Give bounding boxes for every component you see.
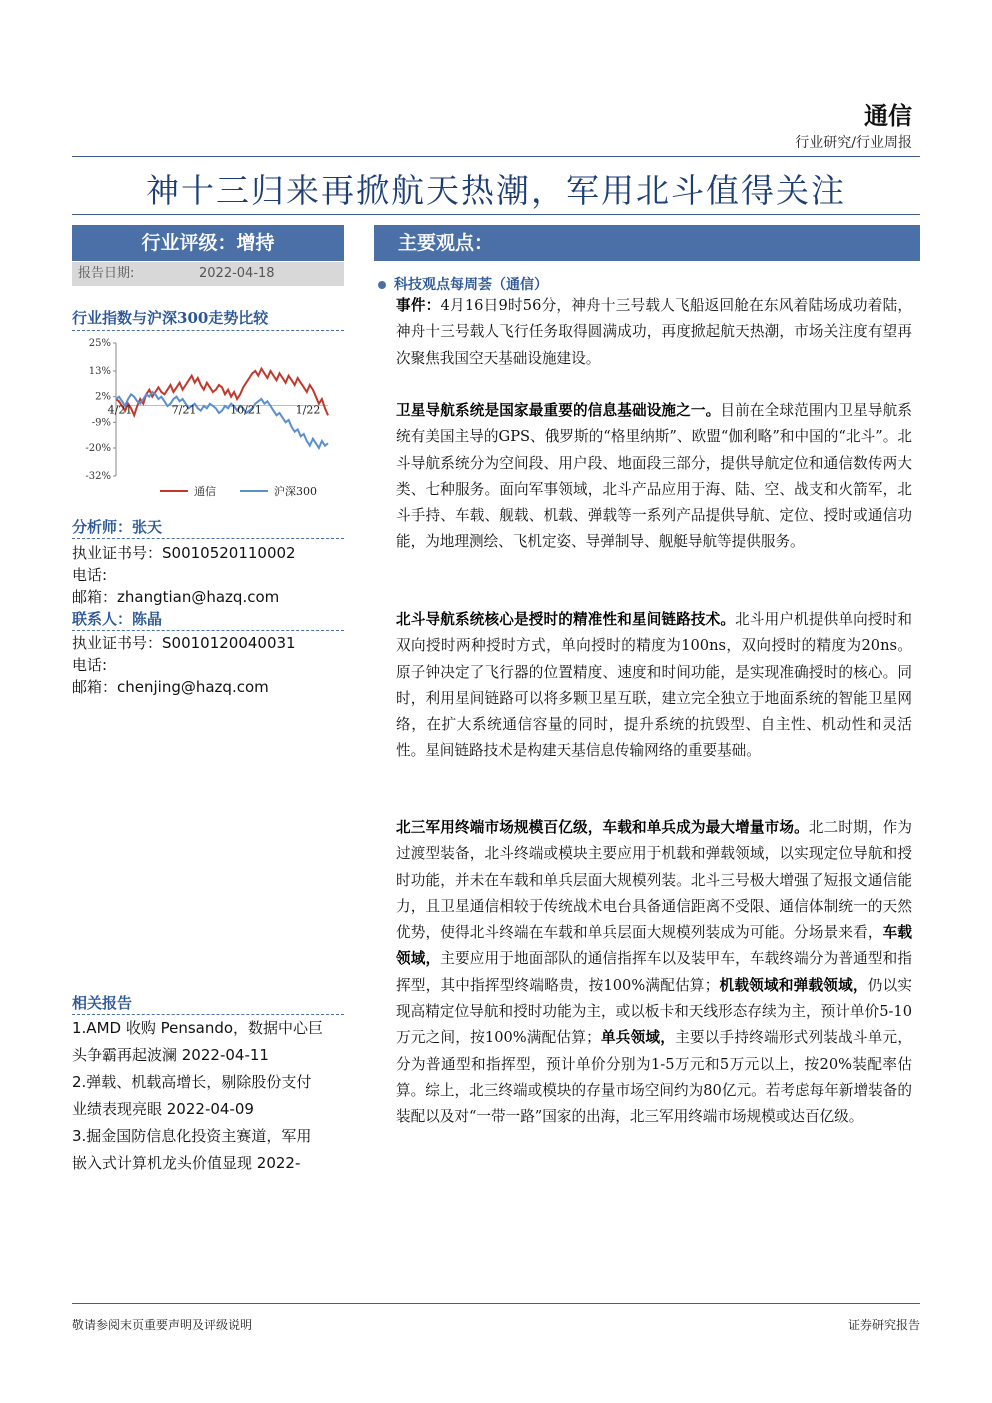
paragraph-timing-lead: 北斗导航系统核心是授时的精准性和星间链路技术。 <box>396 611 736 628</box>
related-report-line[interactable]: 头争霸再起波澜 2022-04-11 <box>72 1046 269 1064</box>
contact-cert: 执业证书号：S0010120040031 <box>72 634 296 652</box>
related-report-line[interactable]: 3.掘金国防信息化投资主赛道，军用 <box>72 1127 312 1145</box>
paragraph-navigation <box>396 398 912 556</box>
x-tick-label: 10/21 <box>230 403 262 417</box>
analyst-cert: 执业证书号：S0010520110002 <box>72 544 296 562</box>
paragraph-market-vehicle-text: 主要应用于地面部队的通信指挥车以及装甲车，车载终端分为普通型和指挥型，其中指挥型终端略贵，按100%满配估算； <box>396 950 912 994</box>
paragraph-market-lead: 北三军用终端市场规模百亿级，车载和单兵成为最大增量市场。 <box>396 819 809 836</box>
analyst-phone: 电话: <box>72 566 108 584</box>
industry-title: 通信 <box>864 101 912 130</box>
header-divider <box>72 156 920 157</box>
paragraph-market-airborne-text: 仍以实现高精定位导航和授时功能为主，或以板卡和天线形态存续为主，预计单价5-10万元之间，按100%满配估算； <box>396 976 912 1047</box>
index-comparison-chart <box>72 334 344 504</box>
rating-banner: 行业评级：增持 <box>72 225 344 261</box>
paragraph-navigation-text: 目前在全球范围内卫星导航系统有美国主导的GPS、俄罗斯的“格里纳斯”、欧盟“伽利略”和中国的“北斗”。北斗导航系统分为空间段、用户段、地面段三部分，提供导航定位和通信数传两大类、七种服务。面向军事领域，北斗产品应用于海、陆、空、战支和火箭军，北斗手持、车载、舰载、机载、弹载等一系列产品提供导航、定位、授时或通信功能，为地理测绘、飞机定姿、导弹制导、舰艇导航等提供服务。 <box>396 402 912 551</box>
title-divider <box>72 214 920 215</box>
contact-email: 邮箱：chenjing@hazq.com <box>72 678 269 696</box>
contact-divider <box>72 630 344 631</box>
y-tick-label: 2% <box>95 391 111 403</box>
chart-title: 行业指数与沪深300走势比较 <box>72 309 269 327</box>
legend-label: 沪深300 <box>274 485 317 498</box>
paragraph-timing-text: 北斗用户机提供单向授时和双向授时两种授时方式，单向授时的精度为100ns，双向授时的精度为20ns。原子钟决定了飞行器的位置精度、速度和时间功能，是实现准确授时的核心。同时，利用星间链路可以将多颗卫星互联，建立完全独立于地面系统的智能卫星网络，在扩大系统通信容量的同时，提升系统的抗毁型、自主性、机动性和灵活性。星间链路技术是构建天基信息传输网络的重要基础。 <box>396 611 912 760</box>
paragraph-timing <box>396 607 912 765</box>
related-report-line[interactable]: 2.弹载、机载高增长，剔除股份支付 <box>72 1073 312 1091</box>
related-report-line[interactable]: 1.AMD 收购 Pensando，数据中心巨 <box>72 1019 324 1037</box>
bullet-dot-icon <box>378 281 386 289</box>
x-tick-label: 4/21 <box>107 403 133 417</box>
related-report-line[interactable]: 业绩表现亮眼 2022-04-09 <box>72 1100 254 1118</box>
paragraph-market-soldier-text: 主要以手持终端形式列装战斗单元，分为普通型和指挥型，预计单价分别为1-5万元和5万元以上，按20%装配率估算。综上，北三终端或模块的存量市场空间约为80亿元。若考虑每年新增装备的装配以及对“一带一路”国家的出海，北三军用终端市场规模或达百亿级。 <box>396 1029 912 1126</box>
report-date-value: 2022-04-18 <box>199 266 275 281</box>
legend-label: 通信 <box>194 485 216 498</box>
y-tick-label: -20% <box>85 443 111 454</box>
contact-phone: 电话: <box>72 656 108 674</box>
paragraph-market-soldier: 单兵领域， <box>600 1029 676 1047</box>
paragraph-market-text: 北二时期，作为过渡型装备，北斗终端或模块主要应用于机载和弹载领域，以实现定位导航和授时功能，并未在车载和单兵层面大规模列装。北斗三号极大增强了短报文通信能力，且卫星通信相较于传统战术电台具备通信距离不受限、通信体制统一的天然优势，使得北斗终端在车载和单兵层面大规模列装成为可能。分场景来看， <box>396 819 912 942</box>
chart-title-divider <box>72 330 344 331</box>
x-tick-label: 7/21 <box>171 403 197 417</box>
y-tick-label: 13% <box>88 366 111 377</box>
paragraph-navigation-lead: 卫星导航系统是国家最重要的信息基础设施之一。 <box>396 402 721 419</box>
weekly-heading <box>378 274 548 294</box>
main-points-label: 主要观点： <box>398 232 494 254</box>
paragraph-market-airborne: 机载领域和弹载领域， <box>719 976 868 994</box>
footer-disclaimer: 敬请参阅末页重要声明及评级说明 <box>72 1318 253 1332</box>
analyst-divider <box>72 538 344 539</box>
related-reports-heading: 相关报告 <box>72 994 133 1012</box>
analyst-email: 邮箱：zhangtian@hazq.com <box>72 588 280 606</box>
analyst-name: 分析师：张天 <box>72 518 163 536</box>
paragraph-event-lead: 事件： <box>396 297 441 314</box>
main-points-banner <box>374 225 920 261</box>
paragraph-event <box>396 293 912 372</box>
report-category: 行业研究/行业周报 <box>795 135 912 151</box>
weekly-heading-label: 科技观点每周荟（通信） <box>394 277 548 293</box>
footer-divider <box>72 1303 920 1304</box>
report-date-bar <box>72 262 344 286</box>
paragraph-market-vehicle: 车载领域， <box>396 924 912 968</box>
contact-name: 联系人：陈晶 <box>72 610 163 628</box>
related-report-line[interactable]: 嵌入式计算机龙头价值显现 2022- <box>72 1154 301 1172</box>
x-tick-label: 1/22 <box>295 403 321 417</box>
y-tick-label: -9% <box>91 417 111 429</box>
paragraph-event-text: 4月16日9时56分，神舟十三号载人飞船返回舱在东风着陆场成功着陆，神舟十三号载人飞行任务取得圆满成功，再度掀起航天热潮，市场关注度有望再次聚焦我国空天基础设施建设。 <box>396 297 912 367</box>
report-date-label: 报告日期: <box>78 266 135 281</box>
footer-report-type: 证券研究报告 <box>847 1318 920 1332</box>
series-line-hs300 <box>116 392 328 448</box>
page-title: 神十三归来再掀航天热潮，军用北斗值得关注 <box>146 171 846 210</box>
paragraph-market <box>396 815 912 1131</box>
y-tick-label: -32% <box>85 471 111 482</box>
y-tick-label: 25% <box>88 338 111 349</box>
